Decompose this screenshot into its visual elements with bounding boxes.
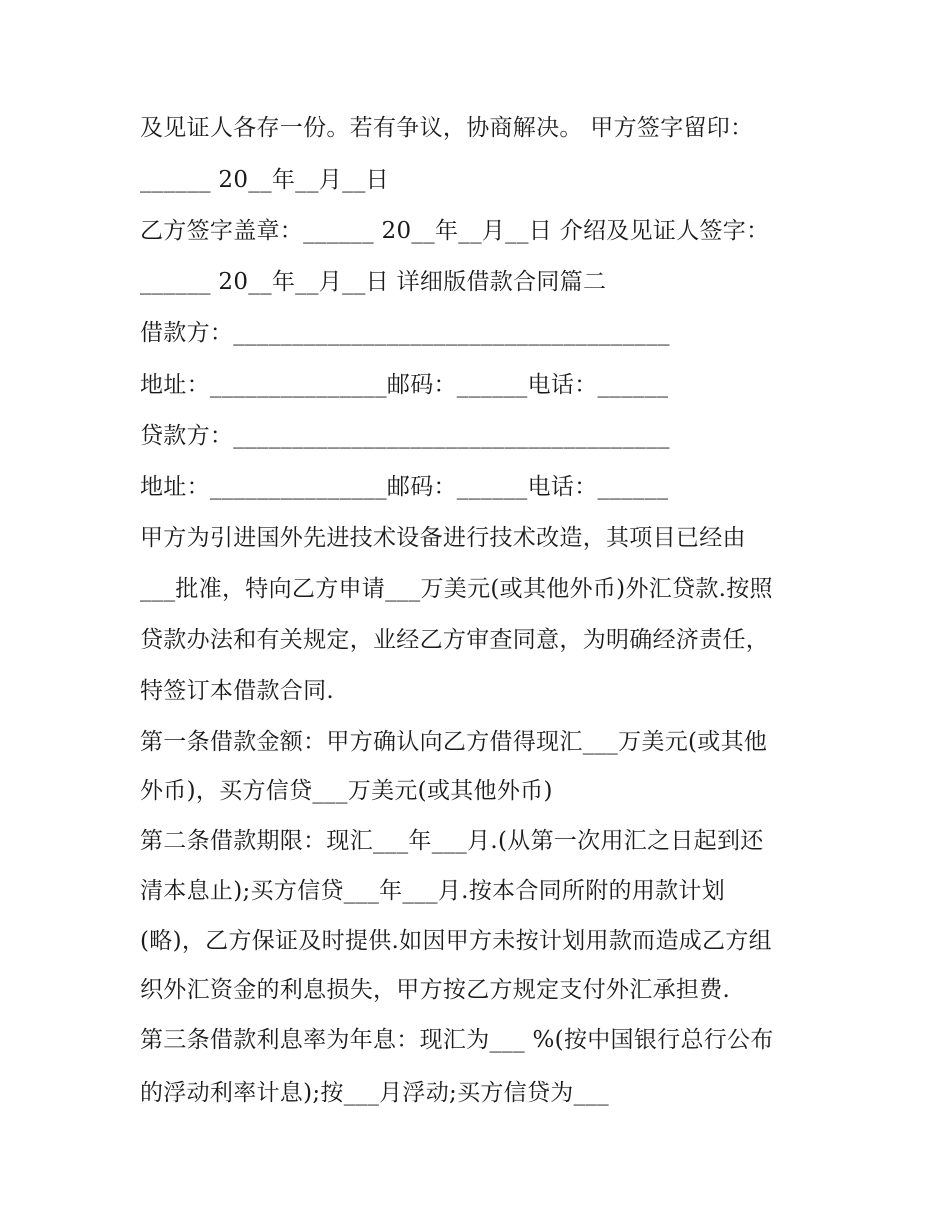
- article-2-line-2: 清本息止);买方信贷___年___月.按本合同所附的用款计划: [140, 878, 726, 904]
- borrower-line: 借款方：_____________________________________: [140, 320, 670, 346]
- article-2-line-1: 第二条借款期限：现汇___年___月.(从第一次用汇之日起到还: [140, 828, 764, 854]
- lender-address-line: 地址：_______________邮码：______电话：______: [140, 474, 669, 500]
- text-line-12: 特签订本借款合同.: [140, 678, 335, 704]
- text-line-10: ___批准，特向乙方申请___万美元(或其他外币)外汇贷款.按照: [140, 576, 773, 602]
- text-line-3: 乙方签字盖章：______ 20__年__月__日 介绍及见证人签字：: [140, 218, 770, 244]
- text-line-11: 贷款办法和有关规定，业经乙方审查同意，为明确经济责任，: [140, 627, 770, 653]
- borrower-address-line: 地址：_______________邮码：______电话：______: [140, 372, 669, 398]
- text-line-2: ______ 20__年__月__日: [140, 167, 389, 193]
- text-line-9: 甲方为引进国外先进技术设备进行技术改造，其项目已经由: [140, 525, 746, 551]
- article-2-line-4: 织外汇资金的利息损失，甲方按乙方规定支付外汇承担费.: [140, 977, 731, 1003]
- article-2-line-3: (略)，乙方保证及时提供.如因甲方未按计划用款而造成乙方组: [140, 928, 772, 954]
- text-line-1: 及见证人各存一份。若有争议，协商解决。 甲方签字留印：: [140, 115, 754, 141]
- article-1-line-1: 第一条借款金额：甲方确认向乙方借得现汇___万美元(或其他: [140, 729, 768, 755]
- article-1-line-2: 外币)，买方信贷___万美元(或其他外币): [140, 778, 553, 804]
- text-line-4: ______ 20__年__月__日 详细版借款合同篇二: [140, 269, 607, 295]
- article-3-line-1: 第三条借款利息率为年息：现汇为___ %(按中国银行总行公布: [140, 1027, 774, 1053]
- lender-line: 贷款方：_____________________________________: [140, 423, 670, 449]
- article-3-line-2: 的浮动利率计息);按___月浮动;买方信贷为___: [140, 1080, 609, 1106]
